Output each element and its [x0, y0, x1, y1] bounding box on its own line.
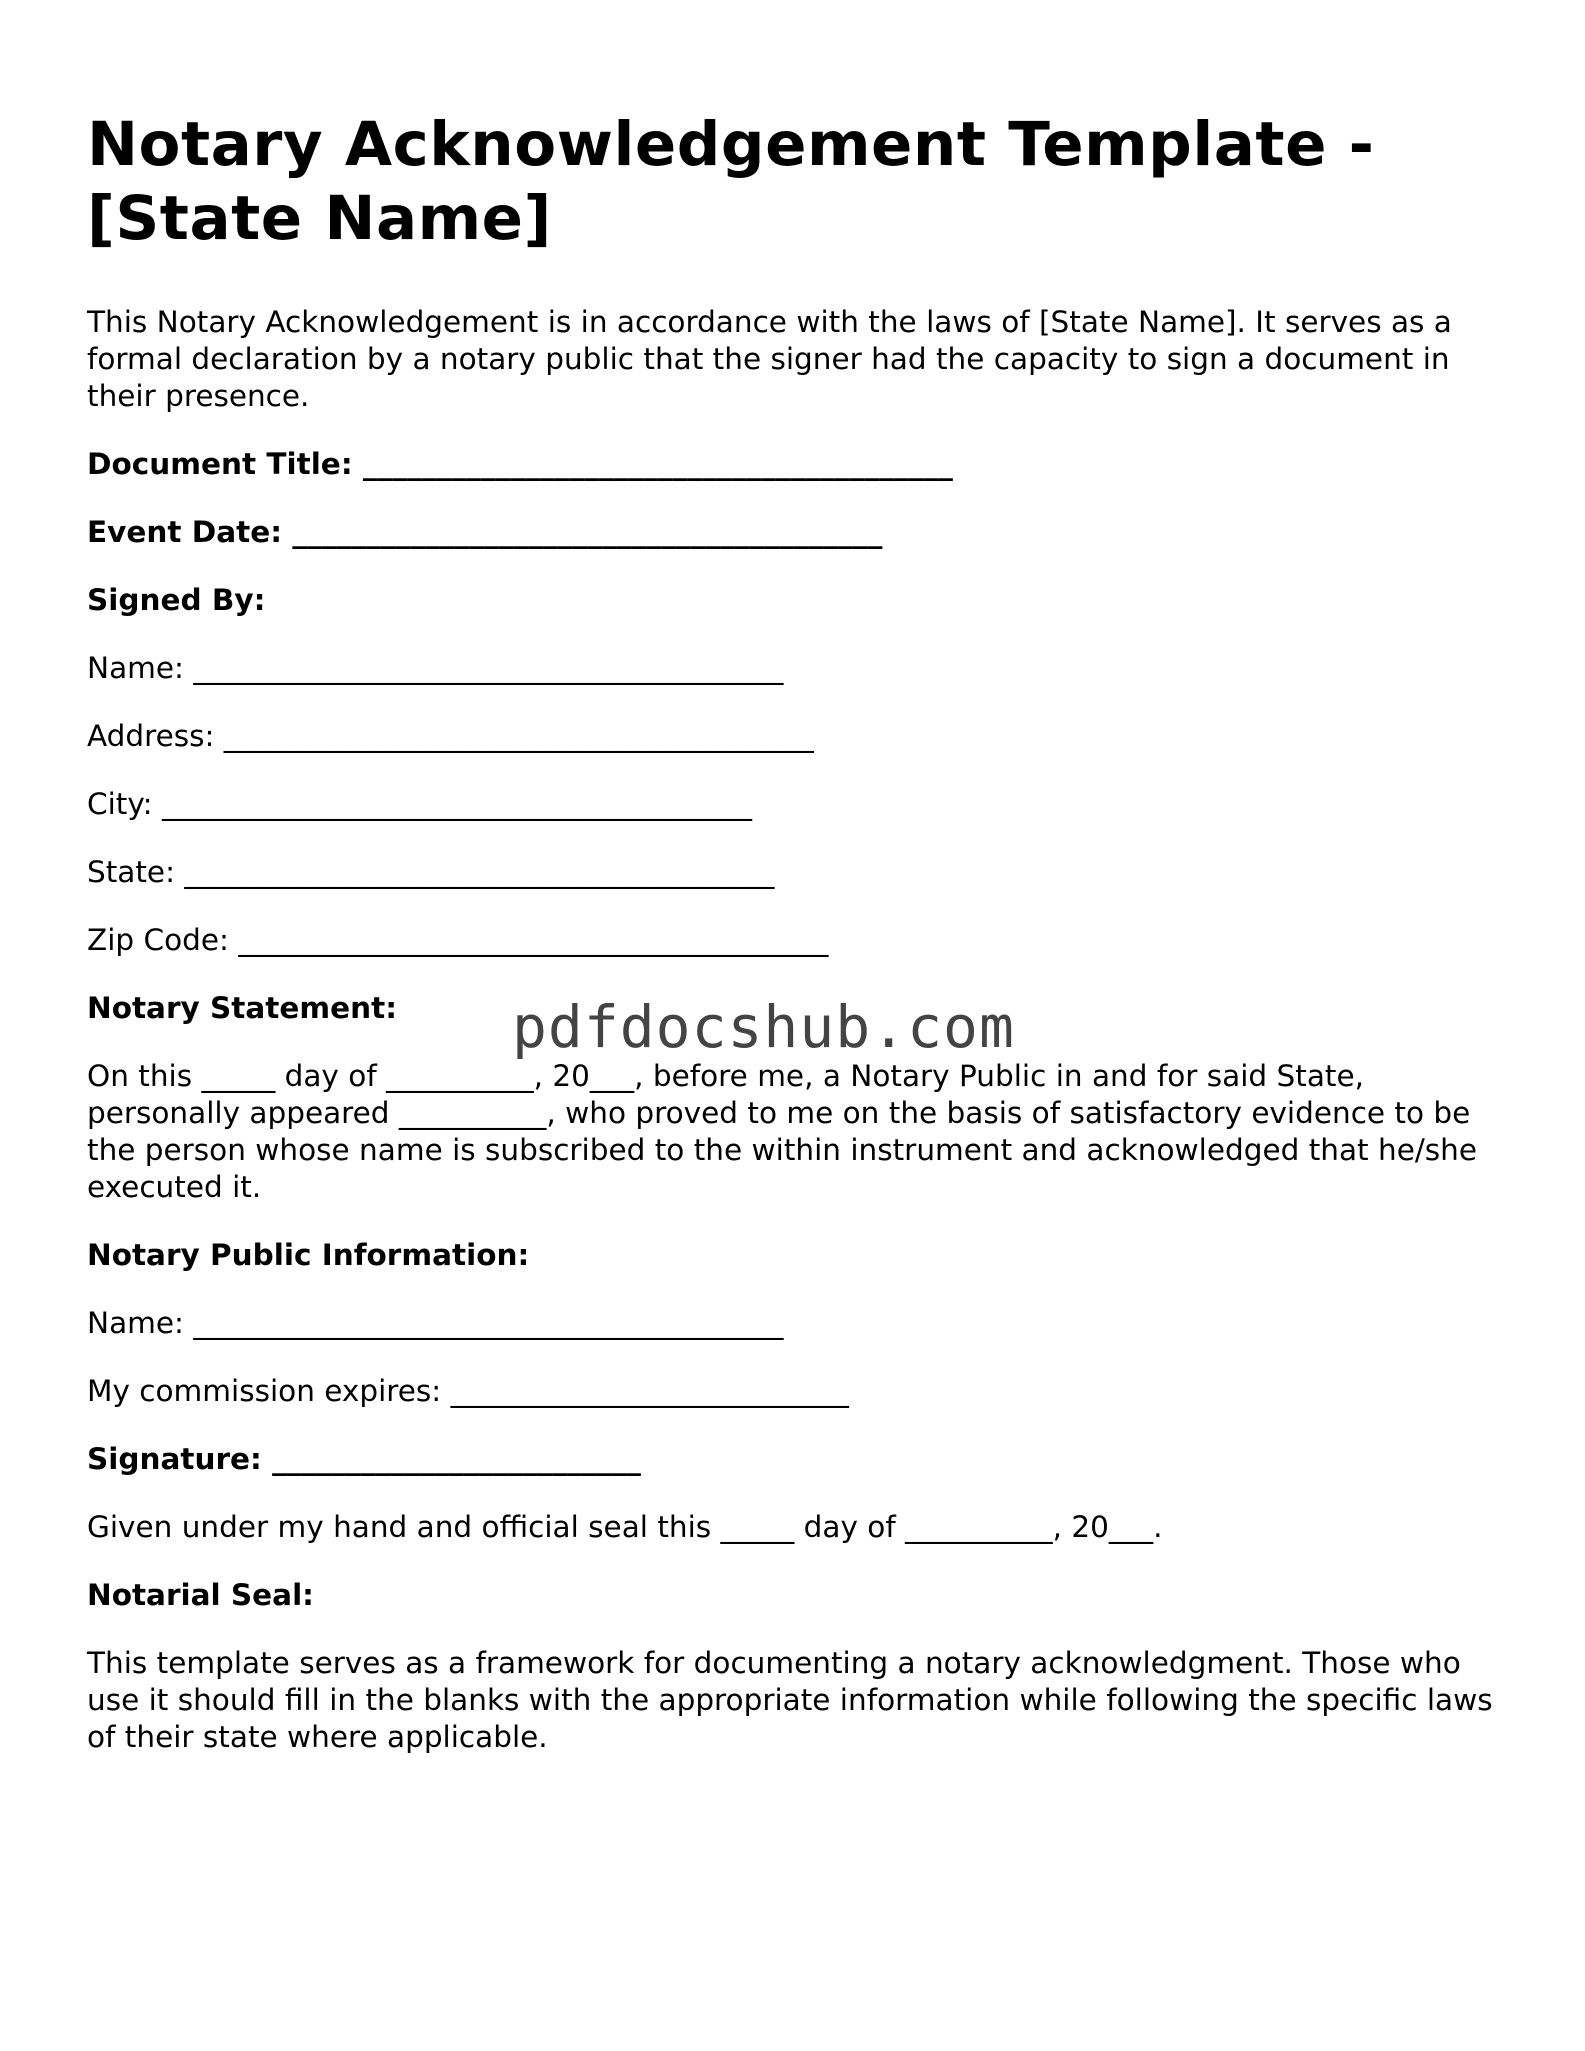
signer-city-field: City: ________________________________________	[87, 787, 752, 821]
signature-field: Signature: _________________________	[87, 1442, 641, 1476]
commission-expires-field: My commission expires: ___________________________	[87, 1374, 849, 1408]
notary-statement-heading: Notary Statement:	[87, 991, 398, 1025]
closing-paragraph: This template serves as a framework for documenting a notary acknowledgment. Those who use it should fill in the blanks with the appropriate information while following the specific laws of their state where applicable.	[87, 1646, 1502, 1754]
notarial-seal-heading: Notarial Seal:	[87, 1578, 314, 1612]
signer-zip-field: Zip Code: ________________________________________	[87, 923, 829, 957]
signed-by-heading: Signed By:	[87, 583, 266, 617]
notary-name-field: Name: ________________________________________	[87, 1306, 784, 1340]
event-date-field: Event Date: ________________________________________	[87, 515, 883, 549]
signer-name-field: Name: ________________________________________	[87, 651, 784, 685]
document-title-field: Document Title: ________________________________________	[87, 447, 953, 481]
document-page	[87, 108, 1507, 1787]
signer-state-field: State: ________________________________________	[87, 855, 775, 889]
signer-address-field: Address: ________________________________________	[87, 719, 814, 753]
watermark-text: pdfdocshub.com	[512, 993, 1015, 1061]
notary-public-heading: Notary Public Information:	[87, 1238, 530, 1272]
given-under-line: Given under my hand and official seal this _____ day of __________, 20___.	[87, 1510, 1163, 1544]
page-title: Notary Acknowledgement Template - [State Name]	[87, 109, 1375, 254]
intro-paragraph: This Notary Acknowledgement is in accordance with the laws of [State Name]. It serves as a formal declaration by a notary public that the signer had the capacity to sign a document in their presence.	[87, 305, 1462, 413]
notary-statement-paragraph: On this _____ day of __________, 20___, before me, a Notary Public in and for said State, personally appeared __________, who proved to me on the basis of satisfactory evidence to be the person whose name is subscribed to the within instrument and acknowledged that he/she executed it.	[87, 1059, 1487, 1204]
